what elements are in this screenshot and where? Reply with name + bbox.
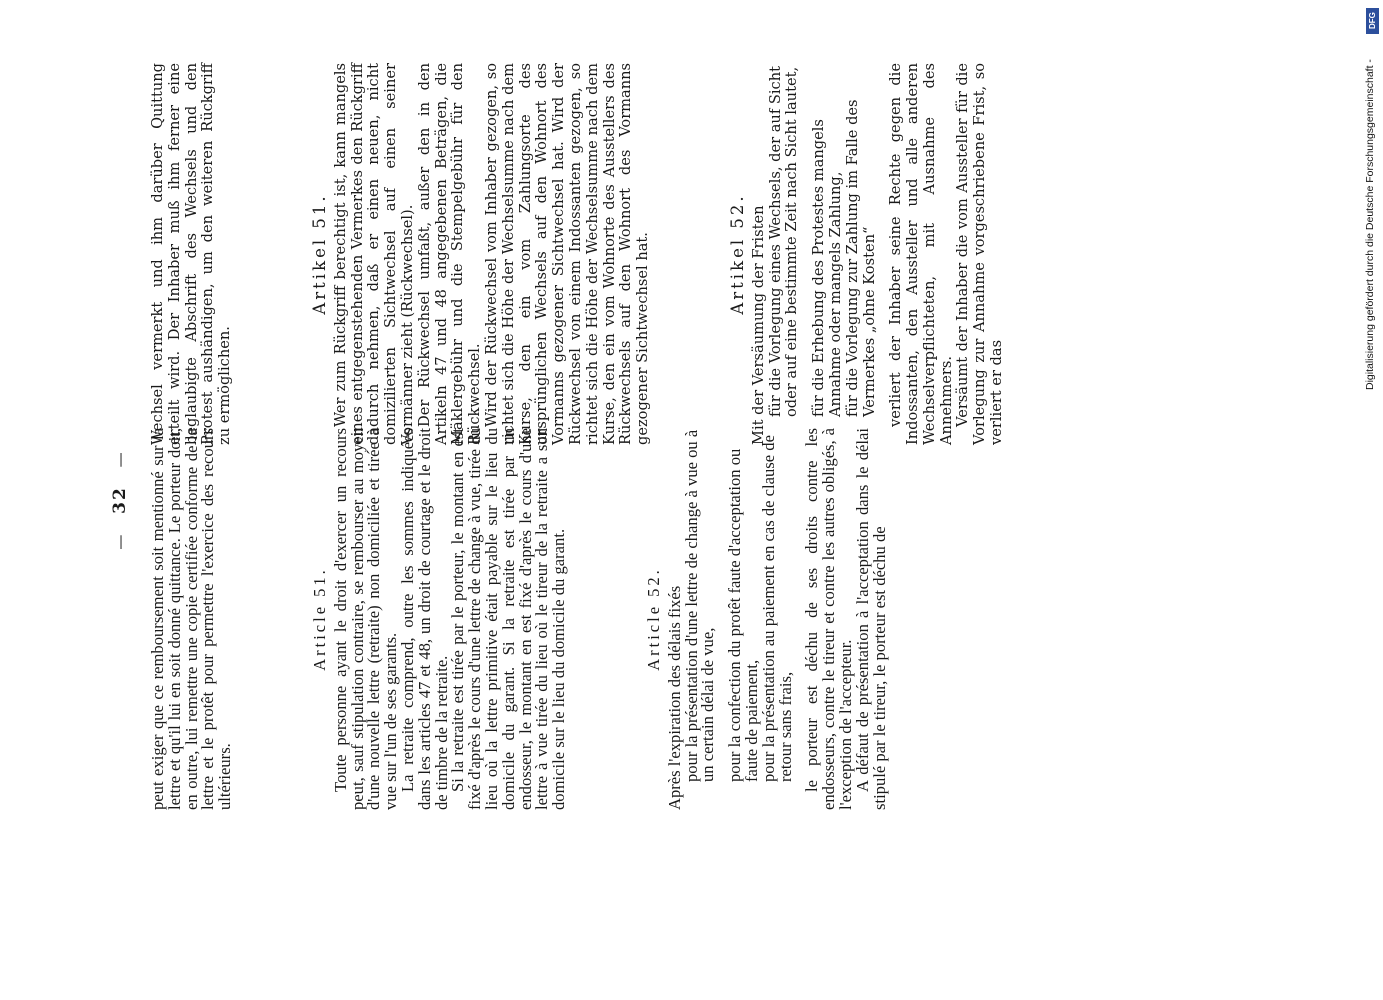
de-art52-item-b: für die Erhebung des Protestes mangels Annahme oder mangels Zahlung, [810, 119, 844, 417]
fr-intro-paragraph: peut exiger que ce remboursement soit mentionné sur la lettre et qu'il lui en soit donné quittance. Le porteur doit, en outre, lui remettre une copie certifiée conforme de la lettre et le protêt pour permettre l'exercice des recours ultérieurs. [148, 428, 235, 810]
de-article-51-heading: Artikel 51. [309, 193, 329, 315]
french-column [150, 428, 888, 810]
de-art52-item-a: für die Vorlegung eines Wechsels, der auf Sicht oder auf eine bestimmte Zeit nach Sicht lautet, [766, 66, 801, 417]
fr-art52-paragraph-2: A défaut de présentation à l'acceptation dans le délai stipulé par le tireur, le porteur est déchu de [852, 428, 889, 810]
fr-art51-paragraph-2: La retraite comprend, outre les sommes indiquées dans les articles 47 et 48, un droit de courtage et le droit de timbre de la retraite. [397, 428, 451, 810]
header-dash-right: — [111, 450, 129, 468]
fr-art52-item-b: pour la confection du protêt faute d'acceptation ou faute de paiement, [725, 448, 761, 782]
de-art52-paragraph-1: verliert der Inhaber seine Rechte gegen die Indossanten, den Aussteller und alle anderen Wechselverpflichteten, mit Ausnahme des Annehmers. [887, 63, 955, 445]
fr-art52-item-c: pour la présentation au paiement en cas de clause de retour sans frais, [758, 435, 795, 782]
fr-art52-paragraph-1: le porteur est déchu de ses droits contre les endosseurs, contre le tireur et contre les autres obligés, à l'exception de l'accepteur. [802, 428, 855, 810]
fr-art51-paragraph-1: Toute personne ayant le droit d'exercer un recours peut, sauf stipulation contraire, se rembourser au moyen d'une nouvelle lettre (retraite) non domiciliée et tirée à vue sur l'un de ses garants. [330, 428, 401, 810]
de-art51-paragraph-3: Wird der Rückwechsel vom Inhaber gezogen, so richtet sich die Höhe der Wechselsumme nach dem Kurse, den ein vom Zahlungsorte des ursprünglichen Wechsels auf den Wohnort des Vormanns gezogener Sichtwechsel hat. Wird der Rückwechsel von einem Indossanten gezogen, so richtet sich die Höhe der Wechselsumme nach dem Kurse, den ein vom Wohnorte des Ausstellers des Rückwechsels auf den Wohnort des Vormanns gezogener Sichtwechsel hat. [482, 63, 652, 445]
fr-art51-paragraph-3: Si la retraite est tirée par le porteur, le montant en est fixé d'après le cours d'une lettre de change à vue, tirée du lieu où la lettre primitive était payable sur le lieu du domicile du garant. Si la retraite est tirée par un endosseur, le montant en est fixé d'après le cours d'une lettre à vue tirée du lieu où le tireur de la retraite a son domicile sur le lieu du domicile du garant. [448, 428, 569, 810]
fr-art52-lead: Après l'expiration des délais fixés [664, 585, 684, 810]
de-art51-paragraph-1: Wer zum Rückgriff berechtigt ist, kann mangels eines entgegenstehenden Vermerkes den Rückgriff dadurch nehmen, daß er einen neuen, nicht domizilierten Sichtwechsel auf einen seiner Vormänner zieht (Rückwechsel). [331, 63, 416, 445]
fr-art52-item-a: pour la présentation d'une lettre de change à vue ou à un certain délai de vue, [681, 429, 718, 782]
fr-article-51-heading: Article 51. [309, 567, 329, 671]
german-column [150, 63, 1006, 445]
header-dash-left: — [111, 532, 129, 550]
dfg-logo: DFG [1366, 8, 1379, 34]
de-art52-lead: Mit der Versäumung der Fristen [749, 205, 767, 445]
page-number: 32 [110, 486, 130, 514]
de-article-52-heading: Artikel 52. [727, 193, 747, 315]
fr-article-52-heading: Article 52. [643, 567, 663, 671]
de-art52-item-c: für die Vorlegung zur Zahlung im Falle des Vermerkes „ohne Kosten“ [843, 99, 878, 417]
page-header [110, 0, 130, 1000]
digitization-credit: Digitalisierung gefördert durch die Deutsche Forschungsgemeinschaft - [1364, 59, 1376, 390]
de-intro-paragraph: Wechsel vermerkt und ihm darüber Quittung erteilt wird. Der Inhaber muß ihm ferner eine beglaubigte Abschrift des Wechsels und den Protest aushändigen, um den weiteren Rückgriff zu ermöglichen. [149, 63, 234, 445]
de-art52-paragraph-2: Versäumt der Inhaber die vom Aussteller für die Vorlegung zur Annahme vorgeschriebene Frist, so verliert er das [954, 63, 1006, 445]
de-art51-paragraph-2: Der Rückwechsel umfaßt, außer den in den Artikeln 47 und 48 angegebenen Beträgen, die Mäklergebühr und die Stempelgebühr für den Rückwechsel. [415, 63, 484, 445]
